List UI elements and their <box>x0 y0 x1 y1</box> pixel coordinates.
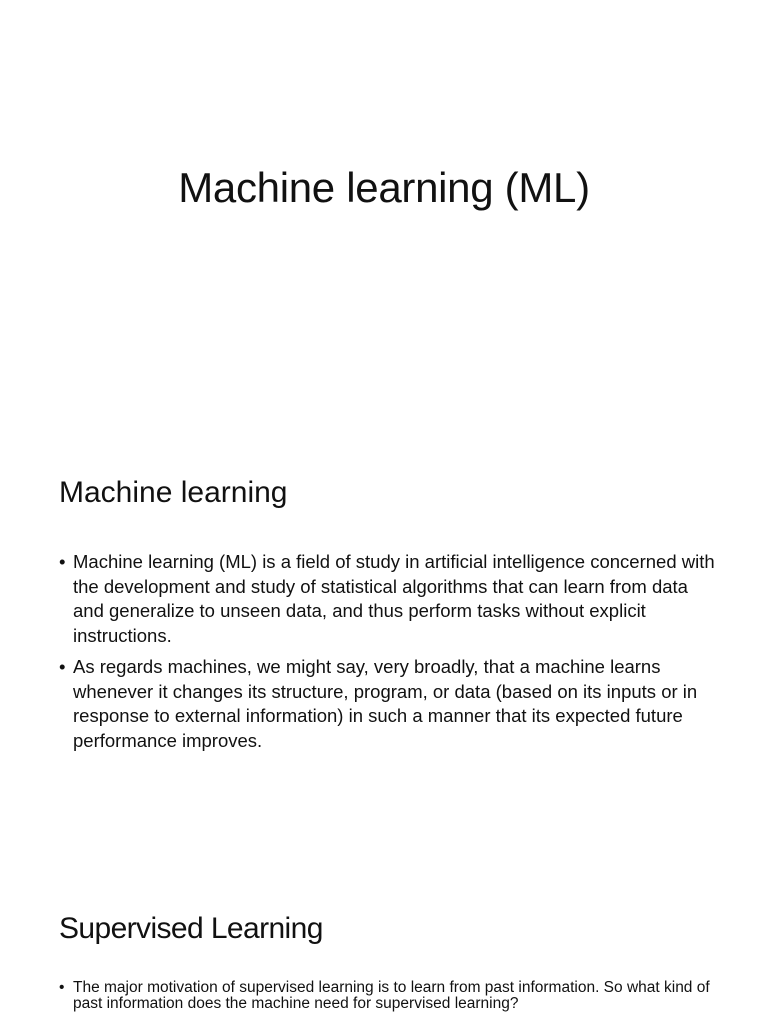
slide-title: Supervised Learning <box>59 912 323 945</box>
bullet-icon: • <box>59 656 66 677</box>
title-slide-heading: Machine learning (ML) <box>178 164 590 211</box>
slide-title: Machine learning <box>59 476 288 509</box>
bullet-item <box>59 980 719 1012</box>
bullet-item <box>59 550 719 648</box>
bullet-list <box>59 550 719 760</box>
bullet-text: As regards machines, we might say, very broadly, that a machine learns whenever it changes its structure, program, or data (based on its inputs or in response to external information) in such a manner that its expected future performance improves. <box>73 656 698 751</box>
bullet-icon: • <box>59 551 66 572</box>
bullet-icon: • <box>59 979 65 996</box>
bullet-text: The major motivation of supervised learning is to learn from past information. So what kind of past information does the machine need for supervised learning? <box>73 979 710 1012</box>
bullet-list <box>59 980 719 1019</box>
supervised-learning-slide <box>0 864 768 1024</box>
bullet-text: Machine learning (ML) is a field of study in artificial intelligence concerned with the development and study of statistical algorithms that can learn from data and generalize to unseen data, and thus perform tasks without explicit instructions. <box>73 551 715 646</box>
machine-learning-slide <box>0 432 768 864</box>
bullet-item <box>59 655 719 753</box>
title-slide <box>0 0 768 432</box>
